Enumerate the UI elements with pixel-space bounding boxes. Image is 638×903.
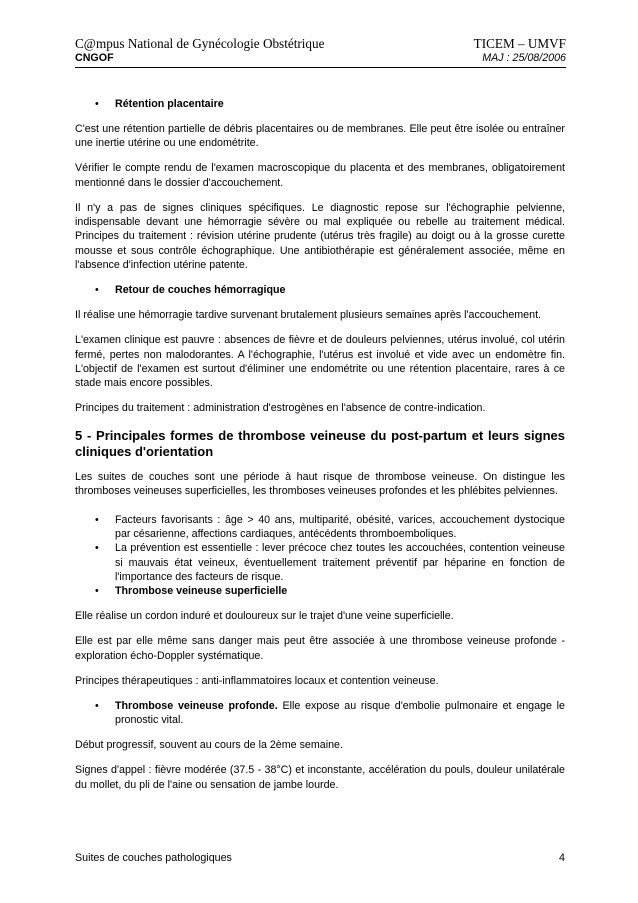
list-item [75, 513, 565, 542]
paragraph-principes-traitement: Principes du traitement : administration d'estrogènes en l'absence de contre-indication. [75, 402, 486, 415]
bullet-list [75, 283, 565, 297]
header-society: CNGOF [75, 52, 114, 64]
section-heading: 5 - Principales formes de thrombose veineuse du post-partum et leurs signes cliniques d'orientation [75, 428, 565, 460]
list-item [75, 97, 565, 111]
paragraph-diagnostic: Il n'y a pas de signes cliniques spécifiques. Le diagnostic repose sur l'échographie pelvienne, indispensable devant une hémorragie sévère ou mal expliquée ou rebelle au traitement médical. Principes du traitement : révision utérine prudente (utérus très fragile) au doigt ou à la grosse curette mousse et sous contrôle échographique. Une antibiothérapie est généralement associée, même en l'absence d'infection utérine patente. [75, 201, 565, 272]
paragraph-retention-definition: C'est une rétention partielle de débris placentaires ou de membranes. Elle peut être isolée ou entraîner une inertie utérine ou une endométrite. [75, 123, 565, 150]
bullet-list [75, 97, 565, 111]
bullet-icon [95, 513, 99, 527]
paragraph-retour-definition: Il réalise une hémorragie tardive survenant brutalement plusieurs semaines après l'accouchement. [75, 309, 542, 322]
paragraph-principes-therapeutiques: Principes thérapeutiques : anti-inflammatoires locaux et contention veineuse. [75, 674, 439, 687]
subsection-title-retour: Retour de couches hémorragique [115, 284, 286, 297]
header-title: C@mpus National de Gynécologie Obstétrique [75, 36, 325, 51]
list-item-facteurs: Facteurs favorisants : âge > 40 ans, multiparité, obésité, varices, accouchement dystocique par césarienne, affections cardiaques, antécédents thromboemboliques. [115, 513, 565, 541]
list-item-profonde-text: Elle expose au risque d'embolie pulmonaire et engage le pronostic vital. [115, 699, 566, 727]
header-divider [75, 67, 566, 68]
bullet-list [75, 699, 565, 728]
list-item [75, 283, 565, 297]
paragraph-examen-clinique: L'examen clinique est pauvre : absences de fièvre et de douleurs pelviennes, utérus involué, col utérin fermé, pertes non malodorantes. A l'échographie, l'utérus est involué et vide avec un endomètre fin. L'objectif de l'examen est surtout d'éliminer une endométrite ou une rétention placentaire, rares à ce stade mais encore possibles. [75, 334, 565, 390]
list-item-prevention: La prévention est essentielle : lever précoce chez toutes les accouchées, contention veineuse si mauvais état veineux, éventuellement traitement préventif par héparine en fonction de l'importance des facteurs de risque. [115, 542, 565, 583]
bullet-icon [95, 97, 99, 111]
paragraph-cordon: Elle réalise un cordon induré et douloureux sur le trajet d'une veine superficielle. [75, 610, 454, 623]
bullet-icon [95, 283, 99, 297]
bullet-icon [95, 541, 99, 555]
list-item [75, 584, 565, 598]
footer-title: Suites de couches pathologiques [75, 852, 232, 864]
paragraph-signes: Signes d'appel : fièvre modérée (37.5 - 38°C) et inconstante, accélération du pouls, douleur unilatérale du mollet, du pli de l'aine ou sensation de jambe lourde. [75, 764, 565, 791]
header-organization: TICEM – UMVF [473, 36, 566, 51]
subsection-title-superficielle: Thrombose veineuse superficielle [115, 585, 288, 598]
header-update-date: MAJ : 25/08/2006 [482, 52, 566, 64]
list-item [75, 699, 565, 728]
bullet-list [75, 513, 565, 599]
page-number: 4 [559, 852, 565, 864]
paragraph-verifier: Vérifier le compte rendu de l'examen macroscopique du placenta et des membranes, obligatoirement mentionné dans le dossier d'accouchement. [75, 162, 565, 189]
paragraph-debut: Début progressif, souvent au cours de la 2ème semaine. [75, 739, 343, 752]
document-body [75, 97, 565, 803]
bullet-icon [95, 584, 99, 598]
paragraph-suites-couches: Les suites de couches sont une période à haut risque de thrombose veineuse. On distingue les thromboses veineuses superficielles, les thromboses veineuses profondes et les phlébites pelviennes. [75, 471, 565, 498]
subsection-title-profonde: Thrombose veineuse profonde. [115, 699, 278, 712]
subsection-title-retention: Rétention placentaire [115, 98, 224, 110]
paragraph-danger: Elle est par elle même sans danger mais peut être associée à une thrombose veineuse profonde - exploration écho-Doppler systématique. [75, 635, 565, 662]
list-item [75, 541, 565, 584]
bullet-icon [95, 699, 99, 713]
